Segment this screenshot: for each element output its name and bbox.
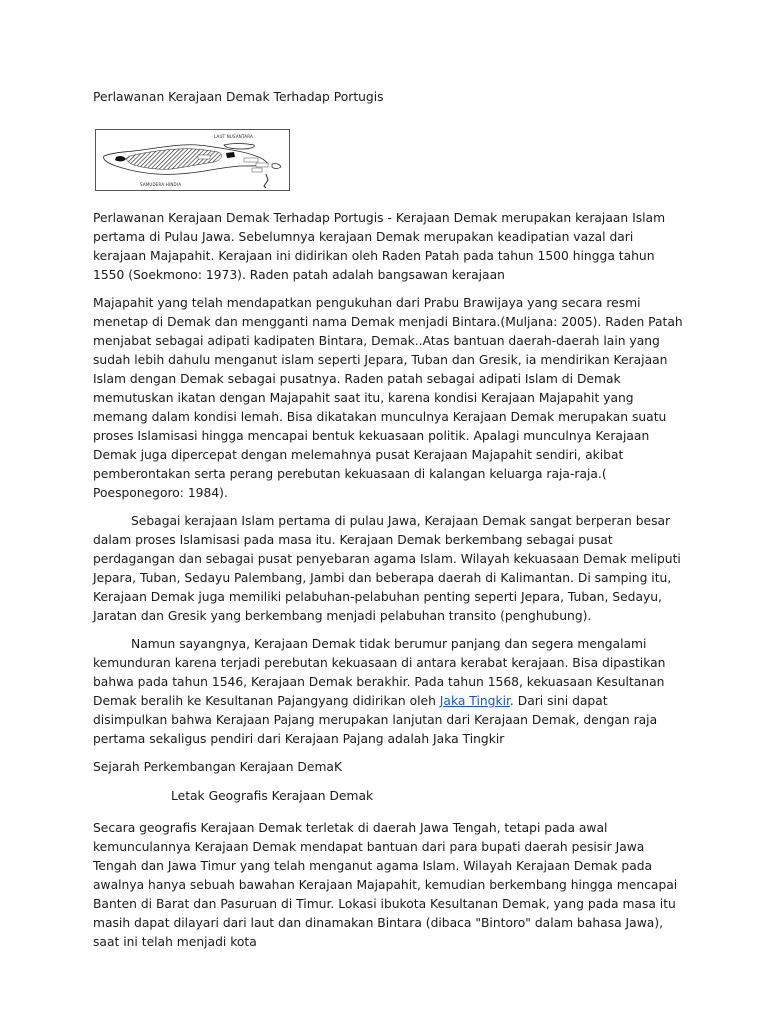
label-box	[252, 168, 262, 172]
document-title: Perlawanan Kerajaan Demak Terhadap Portugis	[93, 90, 384, 104]
coastline	[264, 174, 268, 188]
section-subheading: Letak Geografis Kerajaan Demak	[171, 789, 374, 803]
madura-island-shape	[224, 144, 254, 150]
map-label-north: LAUT NUSANTARA	[214, 134, 253, 139]
paragraph-3: Sebagai kerajaan Islam pertama di pulau Jawa, Kerajaan Demak sangat berperan besar dalam proses Islamisasi pada masa itu. Kerajaan Demak berkembang sebagai pusat perdagangan dan sebagai pusat penyebaran agama Islam. Wilayah kekuasaan Demak meliputi Jepara, Tuban, Sedayu Palembang, Jambi dan beberapa daerah di Kalimantan. Di samping itu, Kerajaan Demak juga memiliki pelabuhan-pelabuhan penting seperti Jepara, Tuban, Sedayu, Jaratan dan Gresik yang berkembang menjadi pelabuhan transito (penghubung).	[93, 514, 681, 623]
java-map-image	[95, 129, 290, 191]
paragraph-4-text-after: . Dari sini dapat disimpulkan bahwa Kerajaan Pajang merupakan lanjutan dari Kerajaan Demak, dengan raja pertama sekaligus pendiri dari Kerajaan Pajang adalah Jaka Tingkir	[93, 694, 658, 746]
label-box	[198, 155, 210, 159]
paragraph-1: Perlawanan Kerajaan Demak Terhadap Portugis - Kerajaan Demak merupakan kerajaan Islam pertama di Pulau Jawa. Sebelumnya kerajaan Demak merupakan keadipatian vazal dari kerajaan Majapahit. Kerajaan ini didirikan oleh Raden Patah pada tahun 1500 hingga tahun 1550 (Soekmono: 1973). Raden patah adalah bangsawan kerajaan	[93, 211, 666, 282]
label-box	[244, 158, 258, 162]
section-heading: Sejarah Perkembangan Kerajaan DemaK	[93, 760, 343, 774]
paragraph-4	[93, 635, 683, 749]
paragraph-2: Majapahit yang telah mendapatkan pengukuhan dari Prabu Brawijaya yang secara resmi menetap di Demak dan mengganti nama Demak menjadi Bintara.(Muljana: 2005). Raden Patah menjabat sebagai adipati kadipaten Bintara, Demak..Atas bantuan daerah-daerah lain yang sudah lebih dahulu menganut islam seperti Jepara, Tuban dan Gresik, ia mendirikan Kerajaan Islam dengan Demak sebagai pusatnya. Raden patah sebagai adipati Islam di Demak memutuskan ikatan dengan Majapahit saat itu, karena kondisi Kerajaan Majapahit yang memang dalam kondisi lemah. Bisa dikatakan munculnya Kerajaan Demak merupakan suatu proses Islamisasi hingga mencapai bentuk kekuasaan politik. Apalagi munculnya Kerajaan Demak juga dipercepat dengan melemahnya pusat Kerajaan Majapahit sendiri, akibat pemberontakan serta perang perebutan kekuasaan di kalangan keluarga raja-raja.( Poesponegoro: 1984).	[93, 296, 683, 500]
java-island-map-graphic	[96, 130, 289, 190]
label-box	[256, 163, 268, 167]
bali-island-shape	[272, 164, 281, 169]
paragraph-4-text-before: Namun sayangnya, Kerajaan Demak tidak berumur panjang dan segera mengalami kemunduran karena terjadi perebutan kekuasaan di antara kerabat kerajaan. Bisa dipastikan bahwa pada tahun 1546, Kerajaan Demak berakhir. Pada tahun 1568, kekuasaan Kesultanan Demak beralih ke Kesultanan Pajangyang didirikan oleh	[93, 637, 666, 708]
map-label-south: SAMUDERA HINDIA	[140, 182, 182, 187]
jaka-tingkir-link[interactable]: Jaka Tingkir	[439, 694, 510, 708]
paragraph-5: Secara geografis Kerajaan Demak terletak di daerah Jawa Tengah, tetapi pada awal kemunculannya Kerajaan Demak mendapat bantuan dari para bupati daerah pesisir Jawa Tengah dan Jawa Timur yang telah menganut agama Islam. Wilayah Kerajaan Demak pada awalnya hanya sebuah bawahan Kerajaan Majapahit, kemudian berkembang hingga mencapai Banten di Barat dan Pasuruan di Timur. Lokasi ibukota Kesultanan Demak, yang pada masa itu masih dapat dilayari dari laut dan dinamakan Bintara (dibaca "Bintoro" dalam bahasa Jawa), saat ini telah menjadi kota	[93, 821, 678, 949]
document-page	[93, 88, 683, 961]
region-mark	[226, 152, 235, 158]
